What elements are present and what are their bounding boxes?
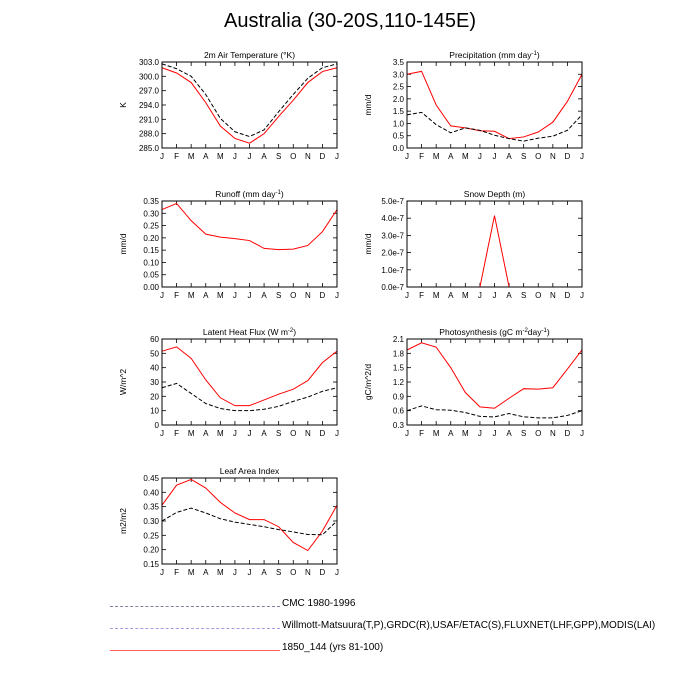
x-tick-label: A (203, 152, 209, 161)
y-axis-label: mm/d (118, 233, 128, 255)
x-tick-label: M (461, 291, 469, 300)
x-tick-label: F (174, 568, 180, 577)
x-tick-label: F (419, 429, 425, 438)
x-tick-label: N (304, 152, 311, 161)
chart-title: Latent Heat Flux (W $m^{-2}$) (202, 327, 297, 337)
x-tick-label: J (247, 152, 252, 161)
x-tick-label: A (261, 291, 267, 300)
y-tick-label: 0.15 (143, 246, 159, 256)
y-tick-label: 0.30 (143, 517, 159, 526)
x-tick-label: J (335, 291, 339, 300)
x-tick-label: J (405, 152, 409, 161)
x-tick-label: J (247, 568, 252, 577)
chart-leaf-area-index (100, 461, 340, 591)
y-tick-label: 0.05 (143, 270, 159, 280)
chart-title: Photosynthesis (gC $m^{-2}day^{-1}$) (439, 327, 550, 337)
x-tick-label: D (319, 429, 326, 438)
model-series-line (162, 347, 337, 406)
chart-snow-depth (345, 184, 585, 314)
y-tick-label: 1.0e-7 (381, 265, 404, 275)
x-tick-label: S (275, 429, 282, 438)
x-tick-label: A (203, 568, 209, 577)
y-tick-label: 0.00 (143, 283, 159, 292)
x-tick-label: M (216, 152, 224, 161)
x-tick-label: A (448, 291, 454, 300)
x-tick-label: F (174, 291, 180, 300)
x-tick-label: A (448, 152, 454, 161)
chart-title: Leaf Area Index (219, 466, 280, 476)
y-tick-label: 1.5 (392, 363, 404, 373)
x-tick-label: A (261, 152, 267, 161)
y-tick-label: 0.20 (143, 233, 159, 243)
y-tick-label: 0.3 (392, 421, 404, 430)
x-tick-label: J (232, 152, 237, 161)
x-tick-label: J (492, 291, 497, 300)
x-tick-label: D (319, 568, 326, 577)
y-tick-label: 0.25 (143, 221, 159, 231)
x-tick-label: D (564, 291, 571, 300)
x-tick-label: N (549, 291, 556, 300)
y-axis-label: K (118, 102, 128, 108)
y-tick-label: 0.5 (392, 131, 404, 141)
y-tick-label: 291.0 (138, 115, 159, 125)
y-tick-label: 285.0 (138, 144, 159, 153)
legend-label: 1850_144 (yrs 81-100) (282, 642, 384, 653)
y-axis-label: gC/m^2/d (363, 363, 373, 401)
legend (110, 598, 690, 668)
y-tick-label: 2.1 (392, 335, 404, 344)
chart-photosynthesis (345, 322, 585, 452)
y-tick-label: 3.5 (392, 58, 404, 67)
x-tick-label: M (432, 429, 440, 438)
x-tick-label: A (448, 429, 454, 438)
x-tick-label: D (564, 429, 571, 438)
y-tick-label: 5.0e-7 (381, 197, 404, 206)
y-tick-label: 0.40 (143, 488, 159, 498)
x-tick-label: A (261, 429, 267, 438)
x-tick-label: D (564, 152, 571, 161)
chart-title: Precipitation (mm day$^{-1}$) (449, 50, 540, 60)
x-tick-label: J (335, 152, 339, 161)
plot-frame (162, 339, 337, 425)
x-tick-label: J (477, 152, 482, 161)
chart-title: Runoff (mm day$^{-1}$) (215, 189, 284, 199)
x-tick-label: J (580, 291, 584, 300)
y-tick-label: 1.8 (392, 349, 404, 359)
x-tick-label: A (506, 152, 512, 161)
x-tick-label: M (461, 152, 469, 161)
y-axis-label: m2/m2 (118, 508, 128, 534)
y-tick-label: 1.2 (392, 378, 404, 387)
model-series-line (162, 68, 337, 143)
y-tick-label: 294.0 (138, 101, 159, 110)
y-tick-label: 297.0 (138, 86, 159, 96)
x-tick-label: M (187, 291, 195, 300)
x-tick-label: O (290, 568, 297, 577)
x-tick-label: J (160, 568, 164, 577)
legend-label: Willmott-Matsuura(T,P),GRDC(R),USAF/ETAC(S),FLUXNET(LHF,GPP),MODIS(LAI) (282, 620, 656, 631)
y-tick-label: 0.35 (143, 502, 159, 512)
x-tick-label: M (187, 429, 195, 438)
y-tick-label: 50 (150, 349, 159, 359)
x-tick-label: F (174, 152, 180, 161)
y-tick-label: 0.45 (143, 474, 159, 483)
chart-latent-heat-flux (100, 322, 340, 452)
x-tick-label: J (232, 568, 237, 577)
y-tick-label: 10 (150, 406, 159, 416)
x-tick-label: M (216, 429, 224, 438)
x-tick-label: J (335, 568, 339, 577)
y-tick-label: 2.5 (392, 82, 404, 92)
x-tick-label: S (520, 429, 527, 438)
y-tick-label: 0.30 (143, 209, 159, 219)
x-tick-label: J (492, 429, 497, 438)
x-tick-label: N (304, 429, 311, 438)
x-tick-label: M (187, 152, 195, 161)
x-tick-label: O (290, 291, 297, 300)
x-tick-label: O (535, 291, 542, 300)
model-series-line (407, 216, 582, 287)
y-tick-label: 2.0 (392, 94, 404, 104)
x-tick-label: S (520, 152, 527, 161)
x-tick-label: N (549, 152, 556, 161)
x-tick-label: N (304, 291, 311, 300)
y-tick-label: 1.5 (392, 107, 404, 117)
y-tick-label: 0.0e-7 (381, 283, 404, 292)
observation-series-line (162, 383, 337, 410)
x-tick-label: J (477, 291, 482, 300)
x-tick-label: S (520, 291, 527, 300)
y-tick-label: 0.10 (143, 258, 159, 268)
x-tick-label: D (319, 291, 326, 300)
x-tick-label: N (304, 568, 311, 577)
x-tick-label: F (174, 429, 180, 438)
x-tick-label: J (160, 291, 164, 300)
x-tick-label: M (216, 291, 224, 300)
plot-frame (162, 62, 337, 148)
x-tick-label: O (535, 429, 542, 438)
y-tick-label: 3.0e-7 (381, 231, 404, 241)
legend-swatch (110, 606, 280, 607)
chart-title: Snow Depth (m) (463, 189, 526, 199)
x-tick-label: J (247, 291, 252, 300)
y-tick-label: 0.35 (143, 197, 159, 206)
y-tick-label: 300.0 (138, 72, 159, 82)
y-axis-label: W/m^2 (118, 368, 128, 396)
x-tick-label: S (275, 568, 282, 577)
x-tick-label: F (419, 152, 425, 161)
x-tick-label: M (461, 429, 469, 438)
x-tick-label: J (405, 291, 409, 300)
x-tick-label: O (290, 152, 297, 161)
y-axis-label: mm/d (363, 94, 373, 116)
x-tick-label: J (232, 429, 237, 438)
y-tick-label: 60 (150, 335, 159, 344)
y-tick-label: 2.0e-7 (381, 248, 404, 258)
legend-swatch (110, 650, 280, 651)
y-tick-label: 40 (150, 363, 159, 373)
y-tick-label: 0.20 (143, 545, 159, 555)
y-tick-label: 0.9 (392, 392, 404, 402)
x-tick-label: M (432, 152, 440, 161)
x-tick-label: M (187, 568, 195, 577)
chart-runoff (100, 184, 340, 314)
y-tick-label: 0.0 (392, 144, 404, 153)
x-tick-label: A (506, 291, 512, 300)
x-tick-label: A (203, 429, 209, 438)
y-tick-label: 288.0 (138, 129, 159, 139)
legend-label: CMC 1980-1996 (282, 598, 356, 609)
x-tick-label: J (477, 429, 482, 438)
y-tick-label: 303.0 (138, 58, 159, 67)
x-tick-label: J (160, 429, 164, 438)
x-tick-label: N (549, 429, 556, 438)
chart-air-temperature (100, 45, 340, 175)
y-tick-label: 0.6 (392, 406, 404, 416)
observation-series-line (162, 508, 337, 535)
model-series-line (162, 479, 337, 550)
x-tick-label: O (535, 152, 542, 161)
x-tick-label: A (506, 429, 512, 438)
chart-title: 2m Air Temperature (°K) (203, 50, 296, 60)
x-tick-label: J (160, 152, 164, 161)
x-tick-label: J (232, 291, 237, 300)
observation-series-line (407, 112, 582, 141)
x-tick-label: J (492, 152, 497, 161)
y-axis-label: mm/d (363, 233, 373, 255)
x-tick-label: J (405, 429, 409, 438)
model-series-line (407, 343, 582, 408)
observation-series-line (162, 64, 337, 137)
y-tick-label: 0.15 (143, 560, 159, 569)
page-title: Australia (30-20S,110-145E) (224, 10, 476, 32)
x-tick-label: A (261, 568, 267, 577)
plot-frame (407, 201, 582, 287)
x-tick-label: J (247, 429, 252, 438)
x-tick-label: J (580, 429, 584, 438)
x-tick-label: M (432, 291, 440, 300)
x-tick-label: J (335, 429, 339, 438)
y-tick-label: 30 (150, 378, 159, 387)
y-tick-label: 0 (154, 421, 159, 430)
y-tick-label: 0.25 (143, 531, 159, 541)
chart-precipitation (345, 45, 585, 175)
legend-swatch (110, 628, 280, 629)
model-series-line (407, 71, 582, 138)
x-tick-label: M (216, 568, 224, 577)
x-tick-label: O (290, 429, 297, 438)
x-tick-label: F (419, 291, 425, 300)
x-tick-label: A (203, 291, 209, 300)
model-series-line (162, 203, 337, 249)
plot-frame (162, 201, 337, 287)
y-tick-label: 1.0 (392, 119, 404, 129)
x-tick-label: S (275, 152, 282, 161)
y-tick-label: 4.0e-7 (381, 214, 404, 224)
plot-frame (162, 478, 337, 564)
plot-frame (407, 339, 582, 425)
y-tick-label: 3.0 (392, 70, 404, 80)
x-tick-label: J (580, 152, 584, 161)
x-tick-label: D (319, 152, 326, 161)
y-tick-label: 20 (150, 392, 159, 402)
x-tick-label: S (275, 291, 282, 300)
